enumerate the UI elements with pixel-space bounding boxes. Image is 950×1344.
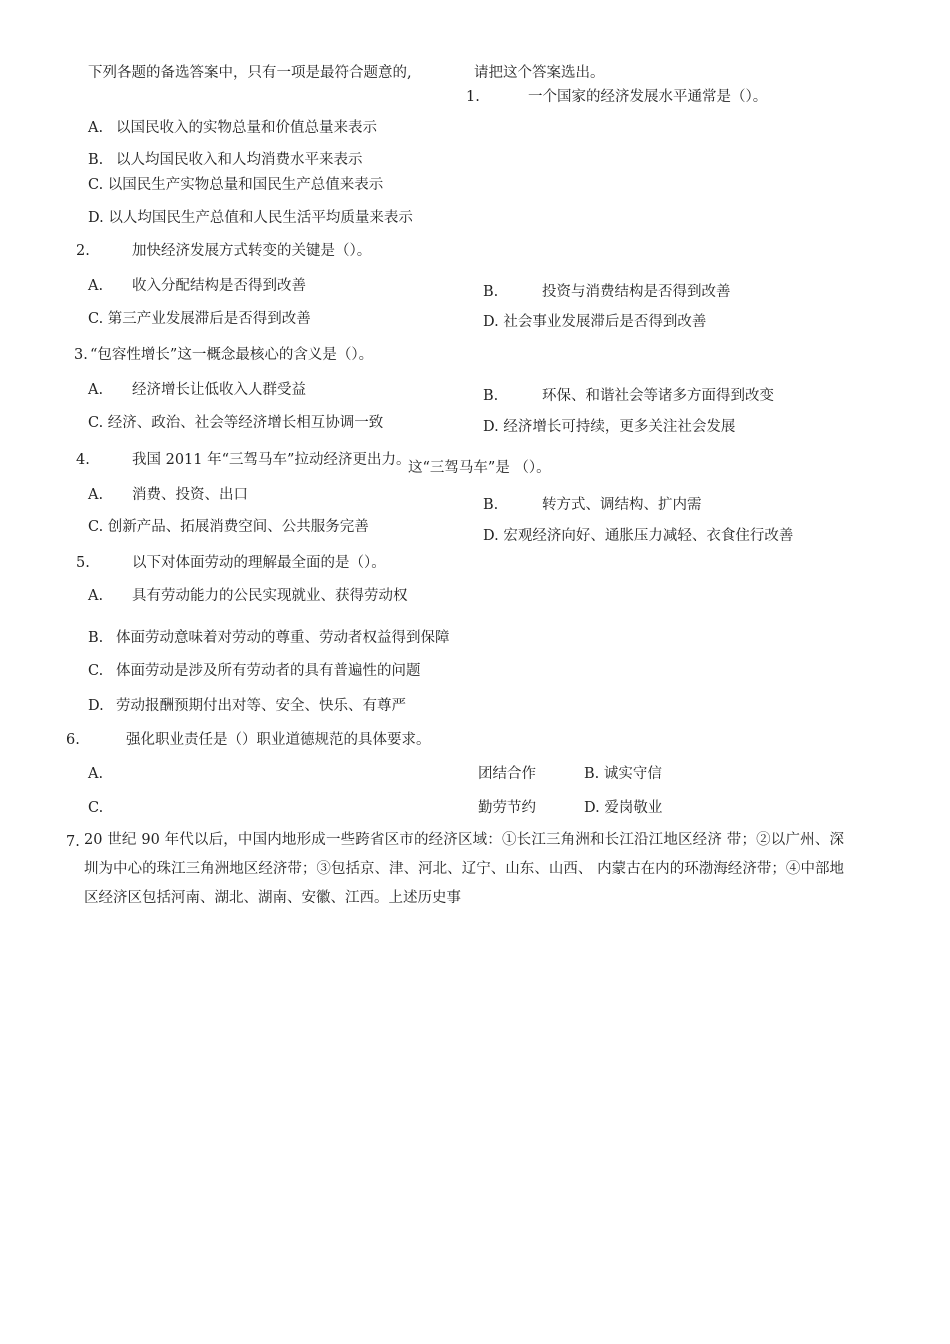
q1-option-c: C. 以国民生产实物总量和国民生产总值来表示: [88, 177, 384, 193]
q5-option-b-label: B.: [88, 630, 104, 646]
q4-option-d: D. 宏观经济向好、通胀压力减轻、衣食住行改善: [483, 528, 794, 544]
q5-option-d-text: 劳动报酬预期付出对等、安全、快乐、有尊严: [116, 698, 406, 714]
q3-option-b-label: B.: [483, 388, 499, 404]
q6-option-a-text: 团结合作: [478, 766, 536, 782]
q5-stem: 以下对体面劳动的理解最全面的是（）。: [132, 555, 386, 571]
q3-stem: “包容性增长”这一概念最核心的含义是（）。: [90, 347, 374, 363]
q2-option-b-label: B.: [483, 284, 499, 300]
q1-option-a-text: 以国民收入的实物总量和价值总量来表示: [116, 120, 377, 136]
q4-stem-left: 我国 2011 年“三驾马车”拉动经济更出力。: [132, 452, 411, 468]
q5-option-d-label: D.: [88, 698, 104, 714]
q3-option-b-text: 环保、和谐社会等诸多方面得到改变: [542, 388, 774, 404]
q3-option-a-text: 经济增长让低收入人群受益: [132, 382, 306, 398]
q1-option-d: D. 以人均国民生产总值和人民生活平均质量来表示: [88, 210, 413, 226]
q4-option-a-label: A.: [88, 487, 104, 503]
instruction-left: 下列各题的备选答案中，只有一项是最符合题意的,: [88, 65, 412, 81]
q6-stem: 强化职业责任是（）职业道德规范的具体要求。: [126, 732, 431, 748]
q6-option-a-label: A.: [88, 766, 104, 782]
q1-number: 1.: [466, 89, 480, 105]
q2-number: 2.: [76, 243, 90, 259]
q4-option-b-text: 转方式、调结构、扩内需: [542, 497, 702, 513]
q5-option-c-text: 体面劳动是涉及所有劳动者的具有普遍性的问题: [116, 663, 421, 679]
q7-stem: 20 世纪 90 年代以后，中国内地形成一些跨省区市的经济区域：①长江三角洲和长江沿江地区经济 带；②以广州、深圳为中心的珠江三角洲地区经济带；③包括京、津、河北、辽宁、山东、山西、 内蒙古在内的环渤海经济带；④中部地区经济区包括河南、湖北、湖南、安徽、江西。上述历史事: [84, 832, 844, 906]
q1-stem: 一个国家的经济发展水平通常是（）。: [528, 89, 768, 105]
q4-option-b-label: B.: [483, 497, 499, 513]
q4-option-c: C. 创新产品、拓展消费空间、公共服务完善: [88, 519, 369, 535]
q6-number: 6.: [66, 732, 80, 748]
q2-option-b-text: 投资与消费结构是否得到改善: [542, 284, 731, 300]
q1-option-a-label: A.: [88, 120, 104, 136]
q5-option-a-label: A.: [88, 588, 104, 604]
q2-option-a-text: 收入分配结构是否得到改善: [132, 278, 306, 294]
q6-option-c-text: 勤劳节约: [478, 800, 536, 816]
q4-number: 4.: [76, 452, 90, 468]
q2-stem: 加快经济发展方式转变的关键是（）。: [132, 243, 372, 259]
q2-option-c: C. 第三产业发展滞后是否得到改善: [88, 311, 311, 327]
q3-option-d: D. 经济增长可持续，更多关注社会发展: [483, 419, 736, 435]
q6-option-c-label: C.: [88, 800, 104, 816]
q2-option-d: D. 社会事业发展滞后是否得到改善: [483, 314, 707, 330]
instruction-right: 请把这个答案选出。: [474, 65, 605, 81]
q5-number: 5.: [76, 555, 90, 571]
q6-option-b: B. 诚实守信: [584, 766, 662, 782]
q1-option-b-label: B.: [88, 152, 104, 168]
q5-option-b-text: 体面劳动意味着对劳动的尊重、劳动者权益得到保障: [116, 630, 450, 646]
q6-option-d: D. 爱岗敬业: [584, 800, 663, 816]
q3-option-c: C. 经济、政治、社会等经济增长相互协调一致: [88, 415, 384, 431]
q4-option-a-text: 消费、投资、出口: [132, 487, 248, 503]
q3-option-a-label: A.: [88, 382, 104, 398]
q4-stem-right: 这“三驾马车”是 （）。: [408, 460, 551, 476]
q3-number: 3.: [74, 347, 88, 363]
q2-option-a-label: A.: [88, 278, 104, 294]
q5-option-a-text: 具有劳动能力的公民实现就业、获得劳动权: [132, 588, 408, 604]
q1-option-b-text: 以人均国民收入和人均消费水平来表示: [116, 152, 363, 168]
q5-option-c-label: C.: [88, 663, 104, 679]
q7-number: 7.: [66, 834, 80, 850]
